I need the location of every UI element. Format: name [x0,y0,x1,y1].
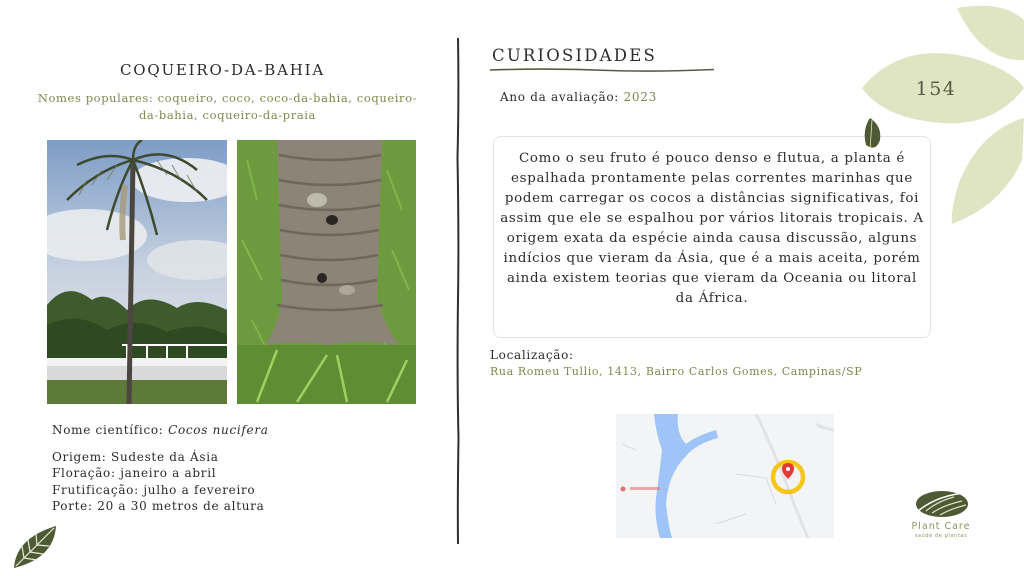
curiosities-title: CURIOSIDADES [492,46,657,65]
scientific-name: Cocos nucifera [168,423,269,437]
location-label: Localização: [490,348,574,362]
brand-tagline: saúde de plantas [914,533,968,539]
leaf-icon [865,118,881,148]
leaf-icon [10,522,62,572]
evaluation-label: Ano da avaliação: [500,90,624,104]
page-number: 154 [915,78,957,100]
palm-tree-photo [47,140,227,404]
column-divider [456,38,460,544]
size-text: Porte: 20 a 30 metros de altura [52,499,265,513]
title-underline [490,67,714,73]
scientific-name-line [52,422,269,439]
decorative-leaves [862,0,1024,224]
popular-names: Nomes populares: coqueiro, coco, coco-da-bahia, coqueiro-da-bahia, coqueiro-da-praia [37,91,418,122]
trunk-photo [237,140,416,404]
flowering-text: Floração: janeiro a abril [52,466,217,480]
fruiting-text: Frutificação: julho a fevereiro [52,483,256,497]
plant-care-logo [914,487,970,519]
origin-text: Origem: Sudeste da Ásia [52,450,219,464]
location-map[interactable] [616,414,834,538]
curiosity-text: Como o seu fruto é pouco denso e flutua, a planta é espalhada prontamente pelas correntes marinhas que podem carregar os cocos a distâncias significativas, foi assim que ele se espalhou por vários litorais tropicais. A origem exata da espécie ainda causa discussão, alguns indícios que vieram da Ásia, que é a mais aceita, porém ainda existem teorias que vieram da Oceania ou litoral da África. [500,151,924,306]
brand-name: Plant Care [911,521,971,532]
scientific-name-label: Nome científico: [52,423,169,437]
plant-title: COQUEIRO-DA-BAHIA [119,61,326,79]
location-address: Rua Romeu Tullio, 1413, Bairro Carlos Gomes, Campinas/SP [490,365,863,378]
evaluation-year-line [500,90,657,104]
evaluation-year: 2023 [623,90,657,104]
